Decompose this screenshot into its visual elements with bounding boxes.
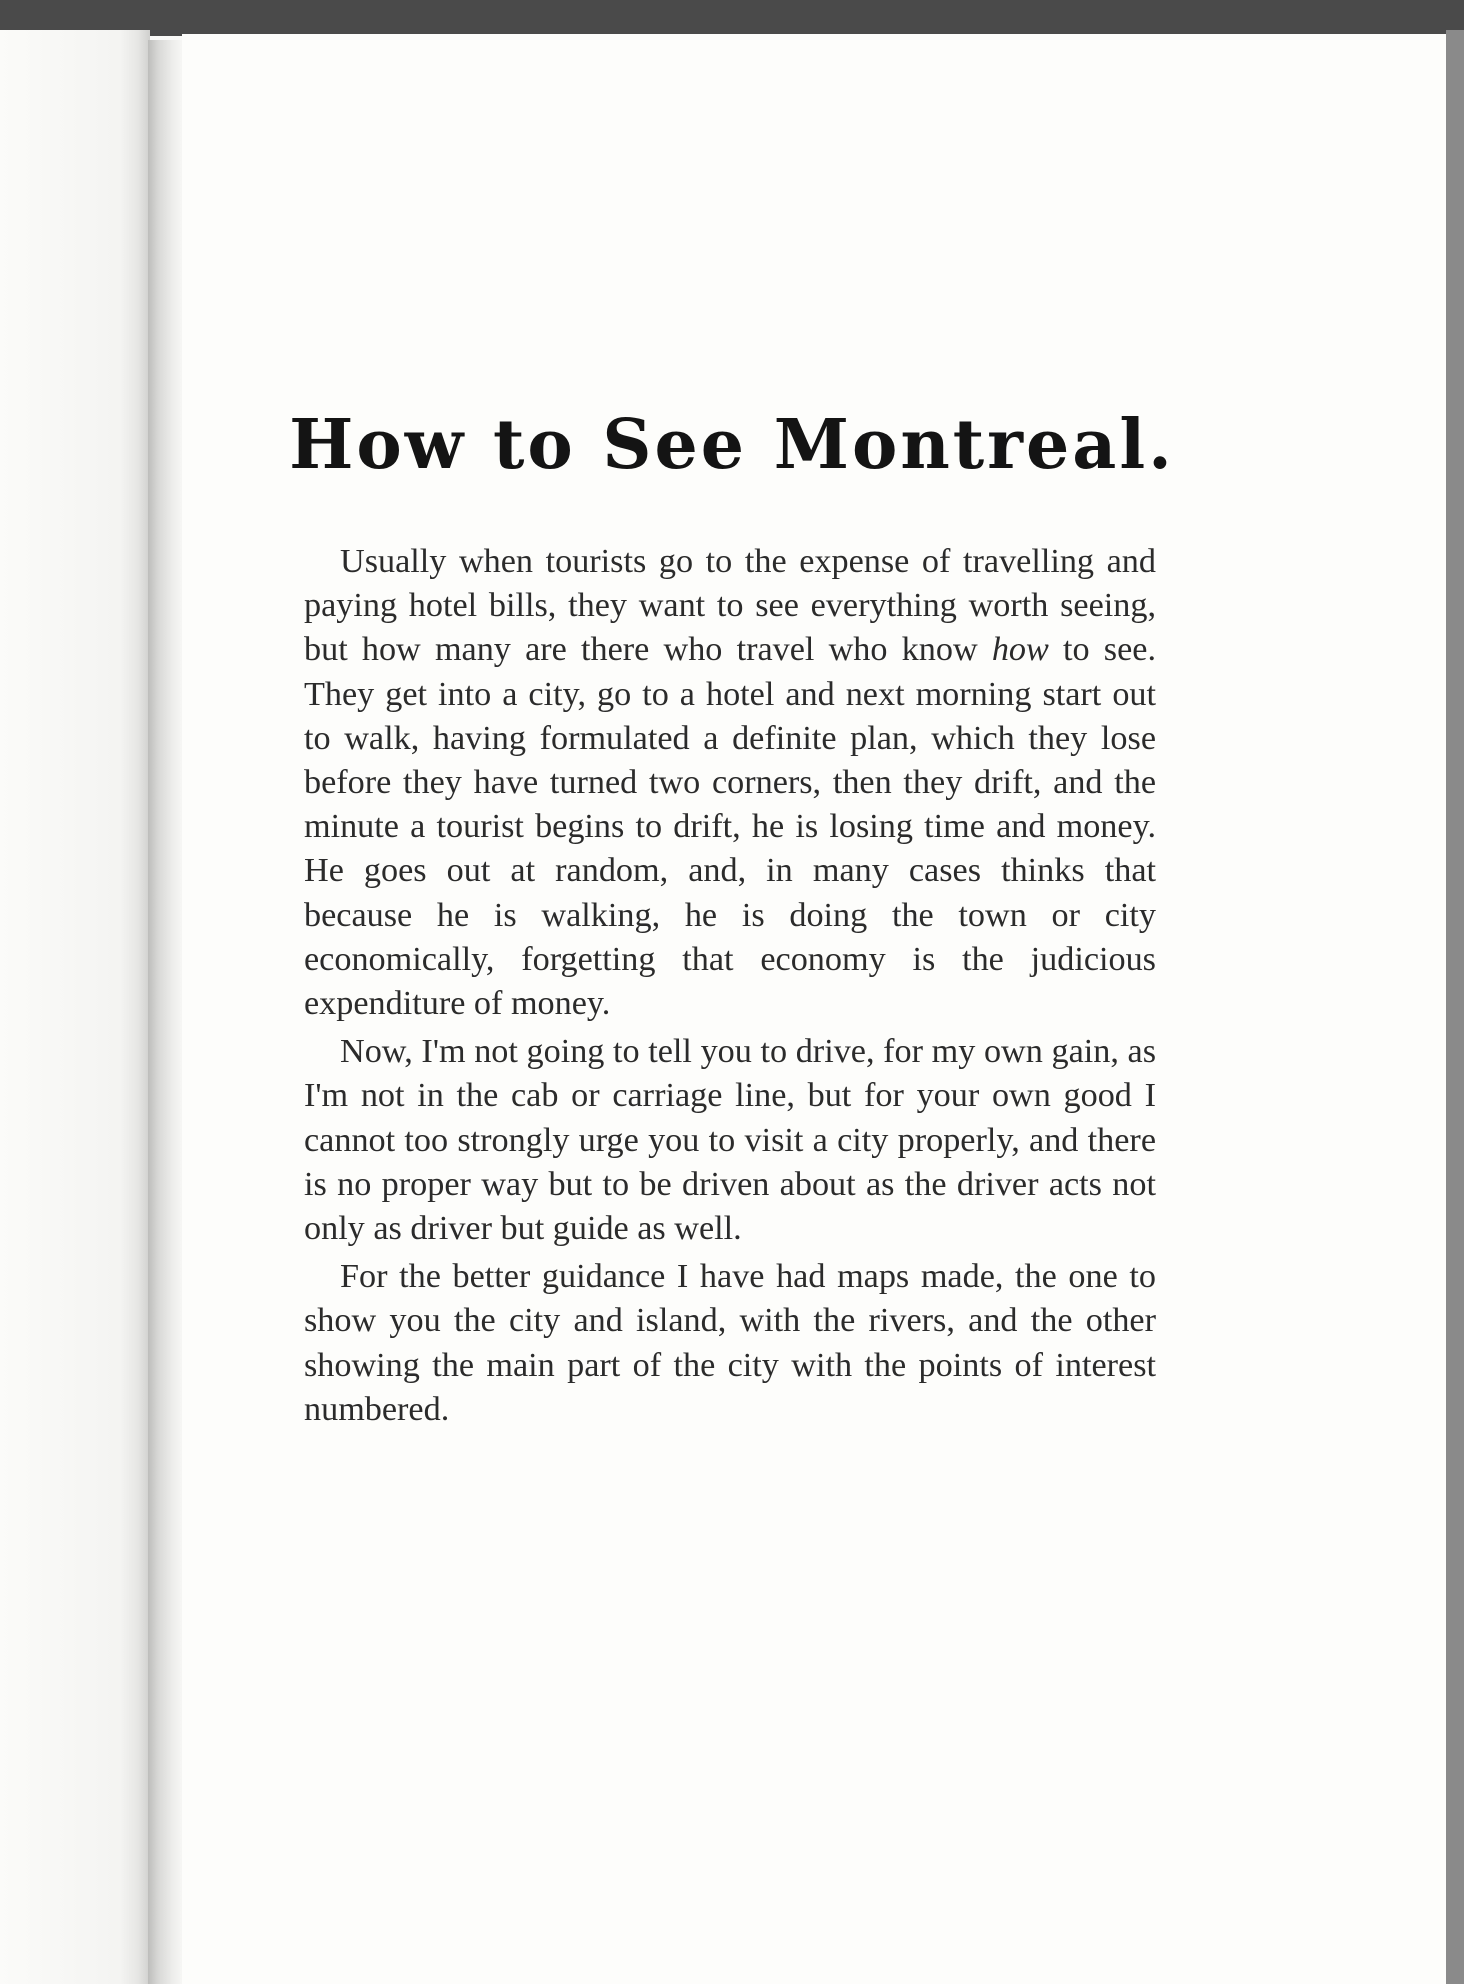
paragraph-3: For the better guidance I have had maps made, the one to show you the city and island, with the rivers, and the other showing the main part of the city with the points of interest numbered. [304, 1258, 1156, 1428]
scan-top-edge [0, 0, 1464, 36]
previous-page-edge [0, 30, 150, 1984]
paragraph-1 [304, 540, 1156, 1026]
scan-right-edge [1446, 30, 1464, 1984]
body-text [304, 540, 1156, 1436]
paragraph-1-text-after: to see. They get into a city, go to a hotel and next morning start out to walk, having formulated a definite plan, which they lose before they have turned two corners, then they drift, and the minute a tourist begins to drift, he is losing time and money. He goes out at random, and, in many cases thinks that because he is walking, he is doing the town or city economically, forgetting that economy is the judicious expenditure of money. [304, 631, 1156, 1023]
paragraph-2: Now, I'm not going to tell you to drive, for my own gain, as I'm not in the cab or carriage line, but for your own good I cannot too strongly urge you to visit a city properly, and there is no proper way but to be driven about as the driver acts not only as driver but guide as well. [304, 1033, 1156, 1248]
paragraph-1-emphasis: how [991, 631, 1049, 669]
page-title: How to See Montreal. [289, 405, 1175, 485]
book-gutter [148, 40, 182, 1984]
paragraph-1-text-before: Usually when tourists go to the expense of travelling and paying hotel bills, they want to see everything worth seeing, but how many are there who travel who know [304, 543, 1156, 669]
